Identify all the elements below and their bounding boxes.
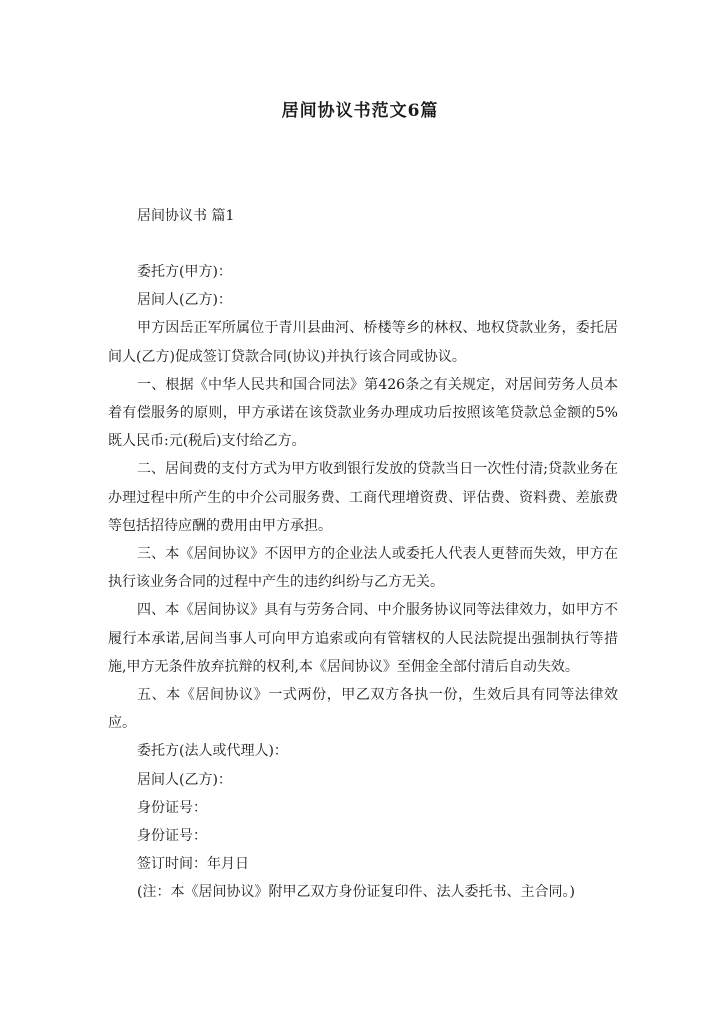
intermediary-line: 居间人(乙方)： <box>137 292 232 309</box>
intermediary-signature-line: 居间人(乙方)： <box>137 771 232 788</box>
clause-2: 二、居间费的支付方式为甲方收到银行发放的贷款当日一次性付清;贷款业务在办理过程中所产生的中介公司服务费、工商代理增资费、评估费、资料费、差旅费等包括招待应酬的费用由甲方承担。 <box>108 461 618 534</box>
principal-signature-line: 委托方(法人或代理人)： <box>137 743 288 760</box>
agreement-body <box>108 258 618 907</box>
section-heading: 居间协议书 篇1 <box>137 208 235 224</box>
clause-3: 三、本《居间协议》不因甲方的企业法人或委托人代表人更替而失效，甲方在执行该业务合同的过程中产生的违约纠纷与乙方无关。 <box>108 546 618 591</box>
sign-date-line: 签订时间：年月日 <box>137 856 249 873</box>
clause-5: 五、本《居间协议》一式两份，甲乙双方各执一份，生效后具有同等法律效应。 <box>108 687 618 732</box>
document-title: 居间协议书范文6篇 <box>281 101 439 121</box>
id-number-line-2: 身份证号： <box>137 828 207 845</box>
clause-4: 四、本《居间协议》具有与劳务合同、中介服务协议同等法律效力，如甲方不履行本承诺,居间当事人可向甲方追索或向有管辖权的人民法院提出强制执行等措施,甲方无条件放弃抗辩的权利,本《居间协议》至佣金全部付清后自动失效。 <box>108 602 618 675</box>
id-number-line-1: 身份证号： <box>137 799 207 816</box>
principal-line: 委托方(甲方)： <box>137 264 232 280</box>
intro-paragraph: 甲方因岳正军所属位于青川县曲河、桥楼等乡的林权、地权贷款业务，委托居间人(乙方)促成签订贷款合同(协议)并执行该合同或协议。 <box>108 320 618 365</box>
clause-1: 一、根据《中华人民共和国合同法》第426条之有关规定，对居间劳务人员本着有偿服务的原则，甲方承诺在该贷款业务办理成功后按照该笔贷款总金额的5%既人民币:元(税后)支付给乙方。 <box>108 376 618 450</box>
attachment-note: (注：本《居间协议》附甲乙双方身份证复印件、法人委托书、主合同。) <box>137 884 575 901</box>
